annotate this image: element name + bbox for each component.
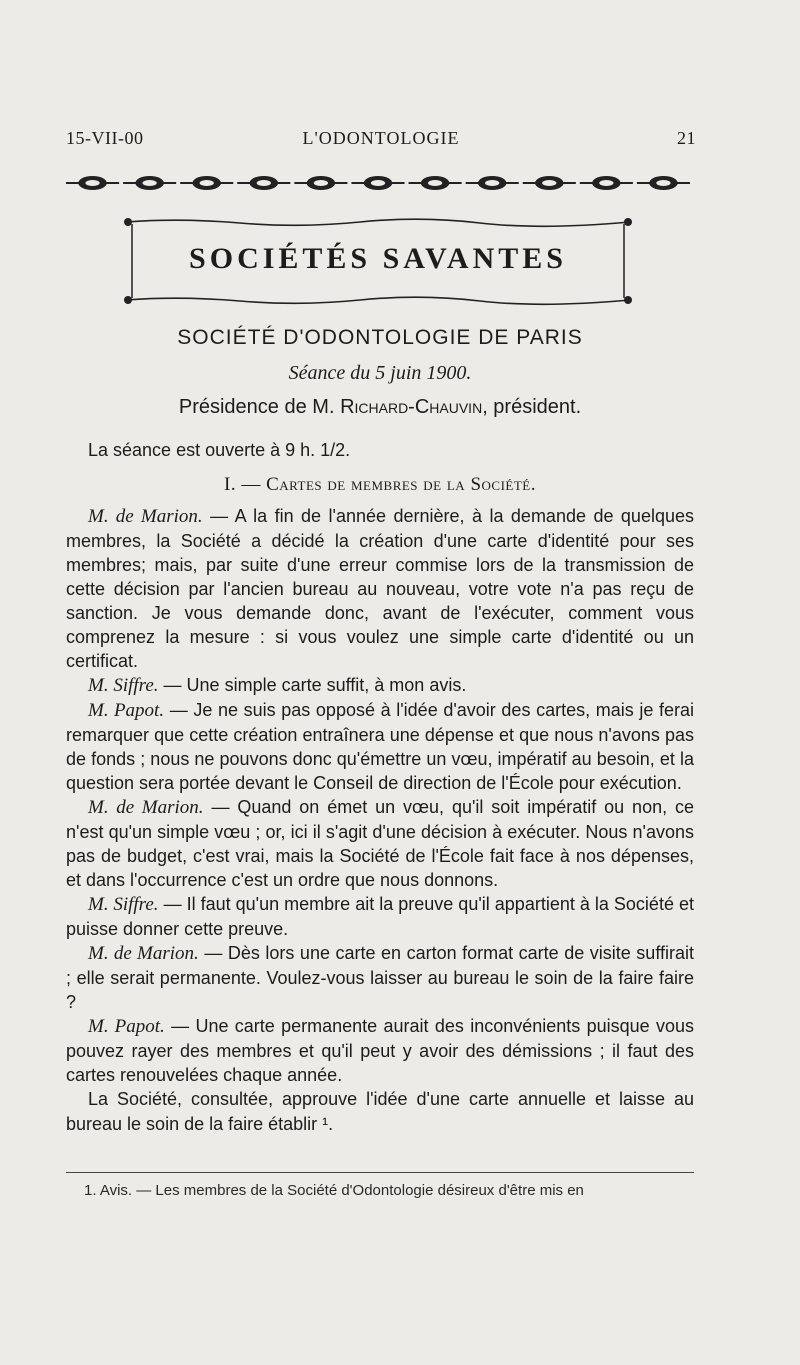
ornament-motif	[351, 176, 404, 190]
ornament-motif	[466, 176, 519, 190]
ornament-motif	[294, 176, 347, 190]
ornament-band	[64, 172, 692, 194]
paragraph	[66, 892, 694, 941]
ornament-motif	[237, 176, 290, 190]
speech: — Une simple carte suffit, à mon avis.	[158, 675, 467, 695]
paragraph	[66, 698, 694, 795]
presidence-prefix: Présidence de M.	[178, 396, 341, 418]
footnote-rule	[66, 1172, 694, 1173]
speech: La Société, consultée, approuve l'idée d'une carte annuelle et laisse au bureau le soin de la faire établir ¹.	[66, 1089, 694, 1134]
speaker: M. de Marion.	[88, 797, 204, 818]
ornament-motif	[409, 176, 462, 190]
seance-date: Séance du 5 juin 1900.	[288, 362, 472, 384]
paragraph	[66, 504, 694, 673]
minutes-body	[66, 504, 694, 1136]
speaker: M. Papot.	[88, 1016, 165, 1037]
speech: — Il faut qu'un membre ait la preuve qu'il appartient à la Société et puisse donner cette preuve.	[66, 894, 694, 939]
speech: — A la fin de l'année dernière, à la demande de quelques membres, la Société a décidé la création d'une carte d'identité pour ses membres; mais, par suite d'une erreur commise lors de la transmission de cette décision par l'ancien bureau au nouveau, votre vote n'a pas reçu de sanction. Je vous demande donc, avant de l'exécuter, comment vous comprenez la mesure : si vous voulez une simple carte d'identité ou un certificat.	[66, 506, 694, 671]
paragraph	[66, 795, 694, 892]
ornament-motif	[523, 176, 576, 190]
speech: — Je ne suis pas opposé à l'idée d'avoir des cartes, mais je ferai remarquer que cette création entraînera une dépense et que nous n'avons pas de fonds ; nous ne pouvons donc qu'émettre un vœu, impératif au besoin, et la question sera portée devant le Conseil de direction de l'École pour exécution.	[66, 700, 694, 793]
paragraph	[66, 1087, 694, 1136]
opening-line: La séance est ouverte à 9 h. 1/2.	[88, 440, 351, 460]
speech: — Une carte permanente aurait des inconvénients puisque vous pouvez rayer des membres et qu'il peut y avoir des démissions ; il faut des cartes renouvelées chaque année.	[66, 1016, 695, 1085]
speech: — Dès lors une carte en carton format carte de visite suffirait ; elle serait permanente. Voulez-vous laisser au bureau le soin de la faire faire ?	[66, 943, 694, 1012]
presidence-line	[66, 396, 694, 419]
speaker: M. Siffre.	[88, 894, 159, 915]
speaker: M. Papot.	[88, 700, 165, 721]
running-head	[66, 128, 696, 152]
paragraph	[66, 1014, 694, 1087]
page-number: 21	[677, 128, 696, 148]
president-name: Richard-Chauvin	[340, 396, 483, 418]
society-name: SOCIÉTÉ D'ODONTOLOGIE DE PARIS	[177, 326, 583, 349]
ornament-motif	[580, 176, 633, 190]
section-heading: I. — Cartes de membres de la Société.	[224, 474, 536, 495]
ornament-motif	[180, 176, 233, 190]
issue-date: 15-VII-00	[66, 128, 144, 148]
speaker: M. de Marion.	[88, 506, 203, 527]
ornament-motif	[123, 176, 176, 190]
presidence-suffix: , président.	[482, 396, 582, 418]
footnote: 1. Avis. — Les membres de la Société d'Odontologie désireux d'être mis en	[84, 1182, 584, 1199]
speaker: M. Siffre.	[88, 675, 159, 696]
ornament-motif	[637, 176, 690, 190]
journal-title: L'ODONTOLOGIE	[302, 128, 460, 148]
ornament-motif	[66, 176, 119, 190]
speech: — Quand on émet un vœu, qu'il soit impératif ou non, ce n'est qu'un simple vœu ; or, ici il s'agit d'une décision à exécuter. Nous n'avons pas de budget, c'est vrai, mais la Société de l'École fait face à nos dépenses, et dans l'occurrence c'est un ordre que nous donnons.	[66, 797, 694, 890]
paragraph	[66, 941, 694, 1014]
section-title: SOCIÉTÉS SAVANTES	[189, 242, 567, 275]
paragraph	[66, 673, 694, 698]
speaker: M. de Marion.	[88, 943, 199, 964]
